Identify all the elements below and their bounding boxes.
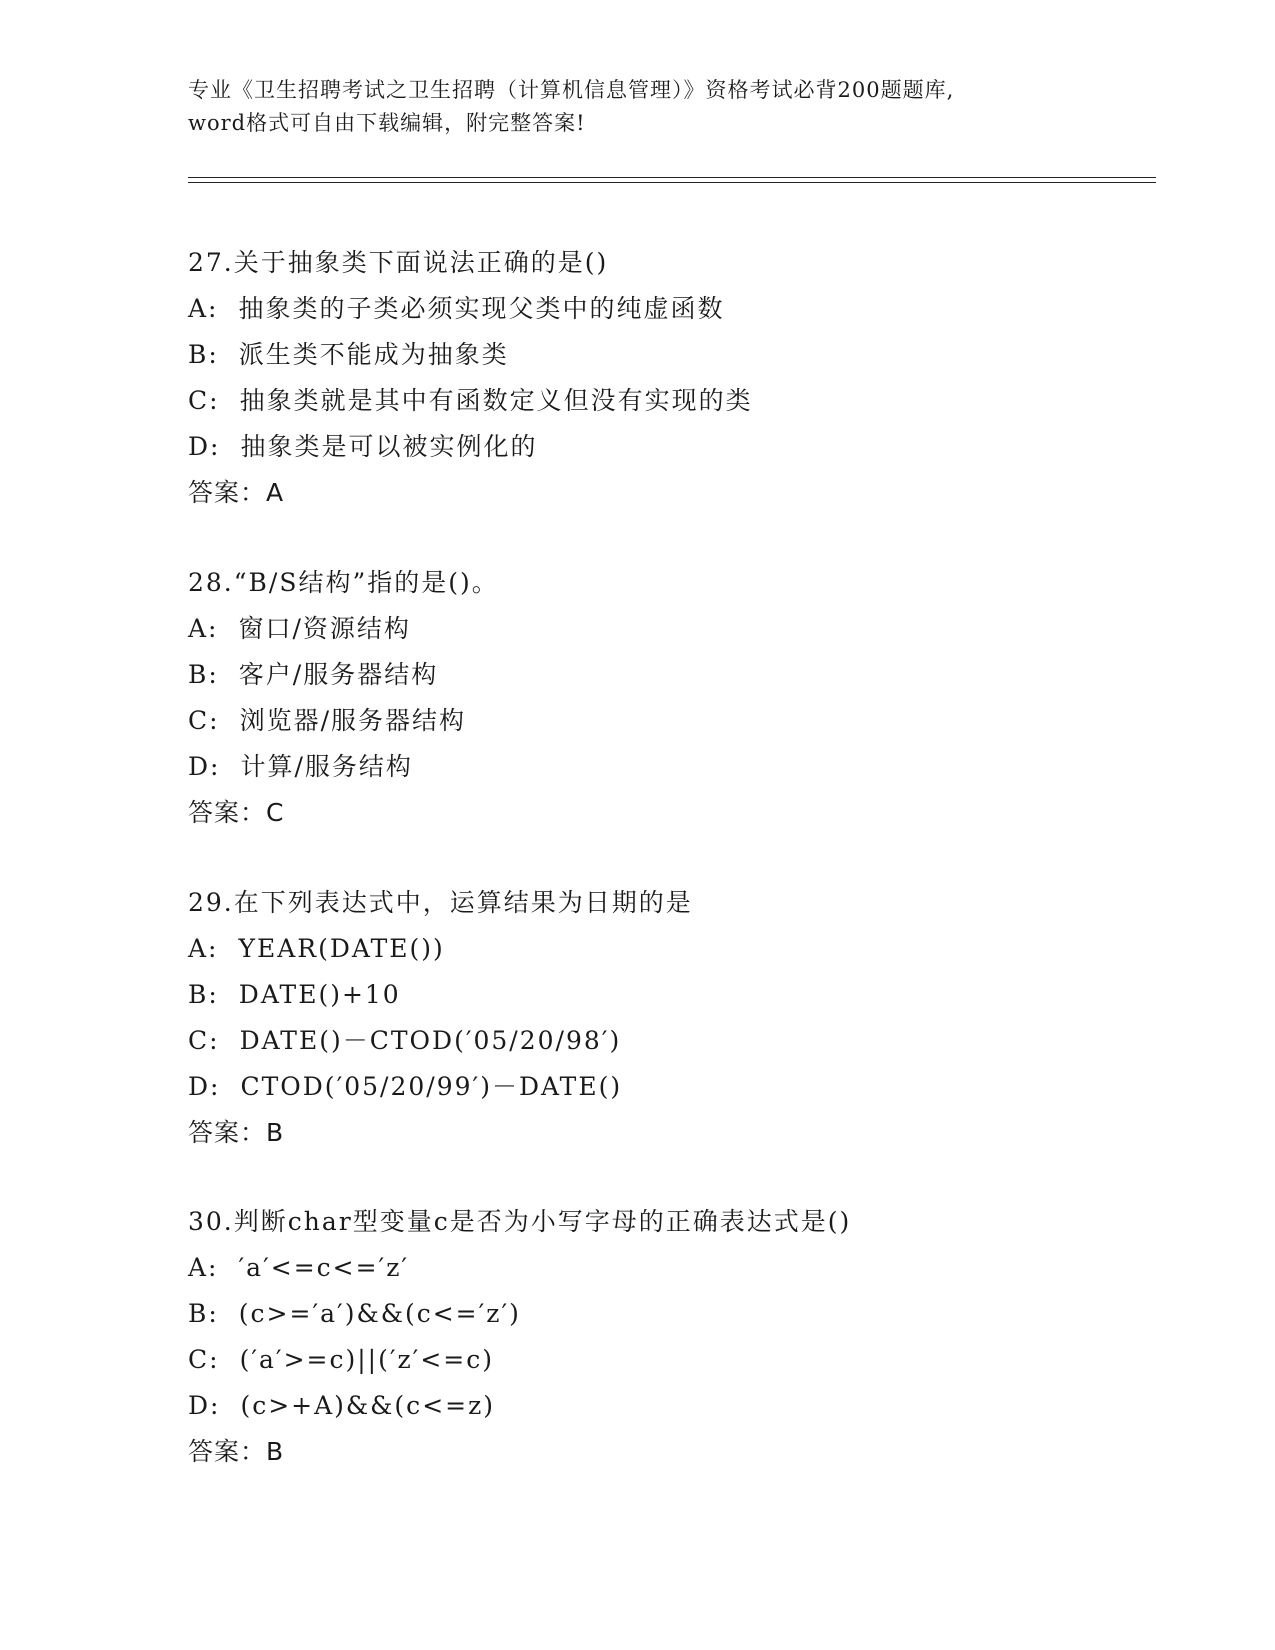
- answer-line: 答案：B: [188, 1118, 285, 1147]
- option-c: [188, 698, 1148, 744]
- question-stem: 28.“B/S结构”指的是()。: [188, 568, 499, 597]
- option-letter: A:: [188, 294, 219, 323]
- option-b: [188, 652, 1148, 698]
- header-divider-top: [188, 177, 1156, 178]
- header-line-2: word格式可自由下载编辑，附完整答案!: [188, 111, 586, 135]
- option-text: 抽象类是可以被实例化的: [240, 432, 538, 461]
- option-b: [188, 972, 1148, 1018]
- header-line-1: 专业《卫生招聘考试之卫生招聘（计算机信息管理）》资格考试必背200题题库,: [188, 78, 955, 102]
- option-text: 派生类不能成为抽象类: [238, 340, 509, 369]
- option-text: ′a′<=c<=′z′: [238, 1253, 410, 1282]
- option-letter: A:: [188, 1253, 219, 1282]
- option-d: [188, 1064, 1148, 1110]
- option-text: (c>=′a′)&&(c<=′z′): [238, 1299, 521, 1328]
- option-a: [188, 926, 1148, 972]
- answer-line: 答案：B: [188, 1437, 285, 1466]
- option-c: [188, 1337, 1148, 1383]
- option-b: [188, 1291, 1148, 1337]
- option-text: (c>+A)&&(c<=z): [240, 1391, 496, 1420]
- option-letter: A:: [188, 934, 219, 963]
- option-text: 抽象类的子类必须实现父类中的纯虚函数: [238, 294, 725, 323]
- header-divider-bottom: [188, 182, 1156, 183]
- option-a: [188, 606, 1148, 652]
- option-c: [188, 378, 1148, 424]
- question-27: [188, 240, 1148, 516]
- option-d: [188, 424, 1148, 470]
- option-letter: C:: [188, 386, 220, 415]
- document-header: [188, 74, 1088, 140]
- option-text: YEAR(DATE()): [238, 934, 445, 963]
- option-letter: C:: [188, 706, 220, 735]
- question-30: [188, 1199, 1148, 1475]
- question-stem: 30.判断char型变量c是否为小写字母的正确表达式是(): [188, 1207, 852, 1236]
- option-letter: C:: [188, 1345, 220, 1374]
- option-text: 窗口/资源结构: [238, 614, 411, 643]
- option-text: 浏览器/服务器结构: [239, 706, 466, 735]
- question-stem: 29.在下列表达式中，运算结果为日期的是: [188, 888, 693, 917]
- option-letter: B:: [188, 1299, 219, 1328]
- option-letter: B:: [188, 980, 219, 1009]
- option-a: [188, 1245, 1148, 1291]
- answer-line: 答案：A: [188, 478, 285, 507]
- option-text: DATE()+10: [238, 980, 401, 1009]
- option-b: [188, 332, 1148, 378]
- option-letter: A:: [188, 614, 219, 643]
- option-letter: C:: [188, 1026, 220, 1055]
- question-28: [188, 560, 1148, 836]
- option-d: [188, 744, 1148, 790]
- option-text: 客户/服务器结构: [238, 660, 439, 689]
- option-letter: D:: [188, 1391, 221, 1420]
- option-letter: D:: [188, 432, 221, 461]
- option-letter: D:: [188, 1072, 221, 1101]
- option-a: [188, 286, 1148, 332]
- option-letter: D:: [188, 752, 221, 781]
- option-text: 抽象类就是其中有函数定义但没有实现的类: [239, 386, 753, 415]
- option-letter: B:: [188, 660, 219, 689]
- option-text: CTOD(′05/20/99′)－DATE(): [240, 1072, 623, 1101]
- option-text: 计算/服务结构: [240, 752, 413, 781]
- option-c: [188, 1018, 1148, 1064]
- option-d: [188, 1383, 1148, 1429]
- option-text: DATE()－CTOD(′05/20/98′): [239, 1026, 622, 1055]
- answer-line: 答案：C: [188, 798, 285, 827]
- option-letter: B:: [188, 340, 219, 369]
- option-text: (′a′>=c)||(′z′<=c): [239, 1345, 494, 1374]
- question-stem: 27.关于抽象类下面说法正确的是(): [188, 248, 609, 277]
- question-29: [188, 880, 1148, 1156]
